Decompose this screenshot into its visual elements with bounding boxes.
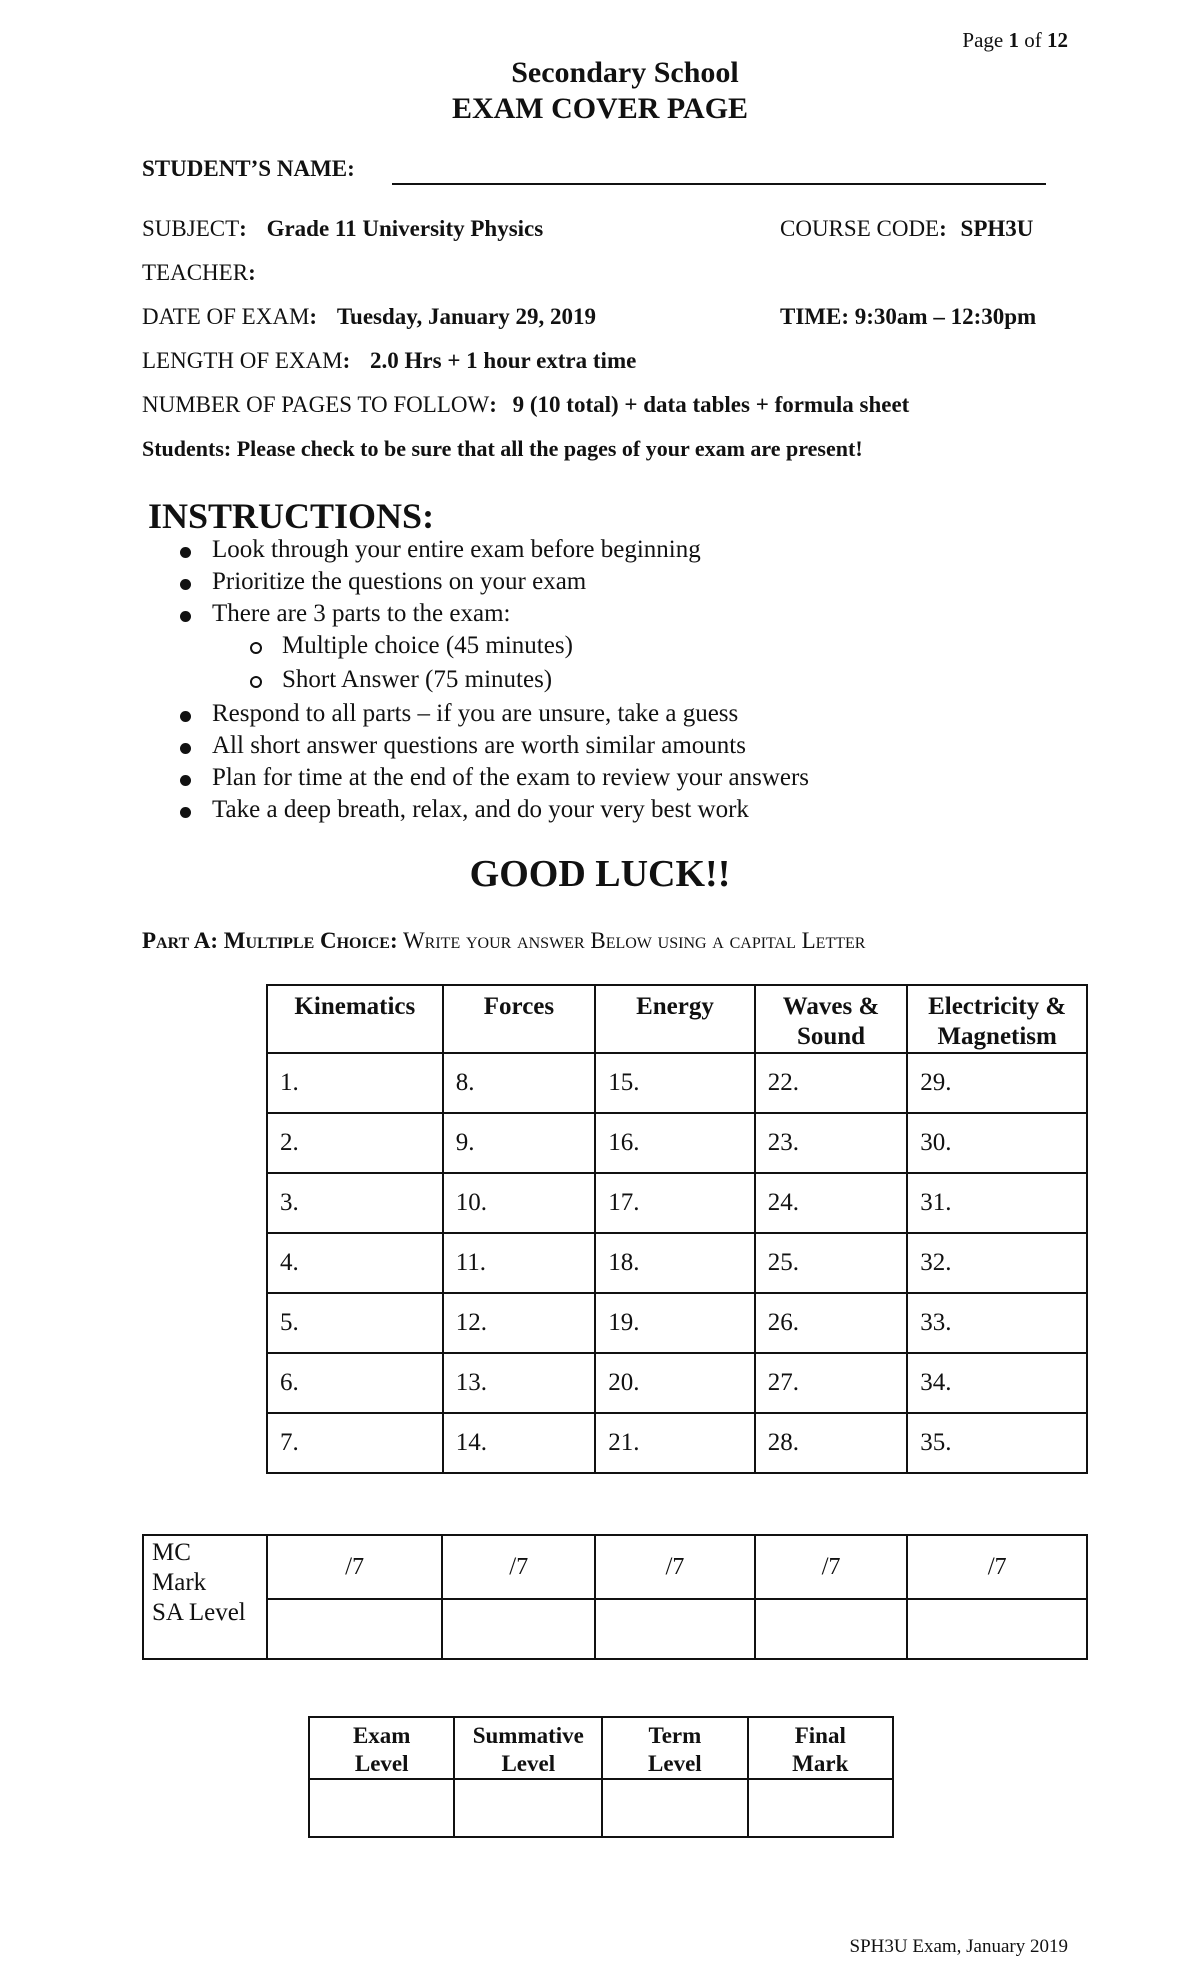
length-label: LENGTH OF EXAM: [142, 348, 343, 373]
answer-cell[interactable]: 14.: [443, 1413, 596, 1473]
bullet-icon: [180, 743, 191, 754]
length-row: LENGTH OF EXAM: 2.0 Hrs + 1 hour extra time: [142, 348, 637, 373]
answer-cell[interactable]: 5.: [267, 1293, 443, 1353]
instruction-item: Take a deep breath, relax, and do your very best work: [212, 794, 809, 826]
teacher-row: TEACHER:: [142, 260, 256, 285]
answer-cell[interactable]: 19.: [595, 1293, 755, 1353]
answer-cell[interactable]: 7.: [267, 1413, 443, 1473]
answer-cell[interactable]: 24.: [755, 1173, 908, 1233]
date-value: Tuesday, January 29, 2019: [336, 304, 597, 329]
column-header: Exam Level: [309, 1717, 454, 1779]
column-header: Kinematics: [267, 985, 443, 1053]
column-header: Forces: [443, 985, 596, 1053]
mark-summary-table: [142, 1534, 1088, 1660]
good-luck-banner: GOOD LUCK!!: [469, 853, 731, 895]
date-label: DATE OF EXAM: [142, 304, 310, 329]
column-header: Term Level: [602, 1717, 747, 1779]
answer-cell[interactable]: 8.: [443, 1053, 596, 1113]
bullet-icon: [180, 807, 191, 818]
summative-level-cell[interactable]: [454, 1779, 602, 1837]
circle-bullet-icon: [250, 642, 262, 654]
mc-mark-cell[interactable]: /7: [595, 1535, 755, 1599]
subject-row: SUBJECT: Grade 11 University Physics: [142, 216, 544, 241]
instructions-sublist: [282, 630, 573, 698]
bullet-icon: [180, 775, 191, 786]
course-code-row: COURSE CODE: SPH3U: [780, 216, 1034, 241]
answer-cell[interactable]: 3.: [267, 1173, 443, 1233]
students-note: Students: Please check to be sure that all the pages of your exam are present!: [142, 436, 863, 461]
answer-cell[interactable]: 32.: [907, 1233, 1087, 1293]
term-level-cell[interactable]: [602, 1779, 747, 1837]
bullet-icon: [180, 547, 191, 558]
bullet-icon: [180, 711, 191, 722]
column-header: Energy: [595, 985, 755, 1053]
mc-label: MC: [152, 1539, 191, 1566]
mc-answer-table: [266, 984, 1088, 1474]
mc-mark-cell[interactable]: /7: [267, 1535, 443, 1599]
course-code-value: SPH3U: [960, 216, 1034, 241]
column-header: Waves & Sound: [755, 985, 908, 1053]
column-header: Electricity & Magnetism: [907, 985, 1087, 1053]
answer-cell[interactable]: 26.: [755, 1293, 908, 1353]
instructions-list-continued: [212, 698, 809, 826]
instruction-item: Look through your entire exam before beginning: [212, 534, 701, 566]
answer-cell[interactable]: 22.: [755, 1053, 908, 1113]
answer-cell[interactable]: 23.: [755, 1113, 908, 1173]
school-name: Secondary School: [511, 56, 739, 89]
teacher-label: TEACHER: [142, 260, 249, 285]
pages-value: 9 (10 total) + data tables + formula sheet: [512, 392, 910, 417]
answer-cell[interactable]: 20.: [595, 1353, 755, 1413]
sa-level-cell[interactable]: [442, 1599, 595, 1659]
table-row: [267, 1173, 1087, 1233]
answer-cell[interactable]: 13.: [443, 1353, 596, 1413]
answer-cell[interactable]: 2.: [267, 1113, 443, 1173]
instruction-item: Prioritize the questions on your exam: [212, 566, 701, 598]
instruction-item: Respond to all parts – if you are unsure, take a guess: [212, 698, 809, 730]
page-number: [962, 28, 1068, 53]
answer-cell[interactable]: 27.: [755, 1353, 908, 1413]
answer-cell[interactable]: 9.: [443, 1113, 596, 1173]
answer-cell[interactable]: 25.: [755, 1233, 908, 1293]
page-current: 1: [1008, 28, 1019, 52]
sa-level-cell[interactable]: [907, 1599, 1087, 1659]
part-a-label: Part A: Multiple Choice:: [142, 928, 398, 953]
answer-cell[interactable]: 1.: [267, 1053, 443, 1113]
length-value: 2.0 Hrs + 1 hour extra time: [370, 348, 637, 373]
table-row: [267, 1053, 1087, 1113]
answer-cell[interactable]: 30.: [907, 1113, 1087, 1173]
table-row: [267, 1353, 1087, 1413]
page-prefix: Page: [962, 28, 1004, 52]
instructions-list: [212, 534, 701, 630]
table-row: [267, 1233, 1087, 1293]
instruction-item: All short answer questions are worth similar amounts: [212, 730, 809, 762]
answer-cell[interactable]: 33.: [907, 1293, 1087, 1353]
sa-level-cell[interactable]: [755, 1599, 908, 1659]
answer-cell[interactable]: 12.: [443, 1293, 596, 1353]
answer-cell[interactable]: 34.: [907, 1353, 1087, 1413]
instruction-item: Plan for time at the end of the exam to review your answers: [212, 762, 809, 794]
sa-level-cell[interactable]: [267, 1599, 443, 1659]
answer-cell[interactable]: 28.: [755, 1413, 908, 1473]
mc-mark-cell[interactable]: /7: [755, 1535, 908, 1599]
part-a-heading: [142, 928, 865, 954]
final-mark-cell[interactable]: [748, 1779, 893, 1837]
bullet-icon: [180, 611, 191, 622]
answer-cell[interactable]: 31.: [907, 1173, 1087, 1233]
part-a-instruction: Write your answer Below using a capital Letter: [402, 928, 866, 953]
circle-bullet-icon: [250, 676, 262, 688]
answer-cell[interactable]: 4.: [267, 1233, 443, 1293]
answer-cell[interactable]: 6.: [267, 1353, 443, 1413]
student-name-label: STUDENT’S NAME:: [142, 156, 355, 181]
column-header: Final Mark: [748, 1717, 893, 1779]
page-total: 12: [1047, 28, 1068, 52]
pages-label: NUMBER OF PAGES TO FOLLOW: [142, 392, 490, 417]
date-row: DATE OF EXAM: Tuesday, January 29, 2019: [142, 304, 597, 329]
time-value: TIME: 9:30am – 12:30pm: [780, 304, 1037, 329]
instruction-subitem: Short Answer (75 minutes): [282, 664, 573, 698]
answer-cell[interactable]: 29.: [907, 1053, 1087, 1113]
column-header: Summative Level: [454, 1717, 602, 1779]
answer-cell[interactable]: 11.: [443, 1233, 596, 1293]
student-name-field[interactable]: [392, 183, 1046, 185]
table-row: [267, 1293, 1087, 1353]
subject-label: SUBJECT: [142, 216, 240, 241]
answer-cell[interactable]: 17.: [595, 1173, 755, 1233]
answer-cell[interactable]: 35.: [907, 1413, 1087, 1473]
subject-value: Grade 11 University Physics: [266, 216, 544, 241]
pages-row: NUMBER OF PAGES TO FOLLOW: 9 (10 total) + data tables + formula sheet: [142, 392, 910, 417]
footer: SPH3U Exam, January 2019: [849, 1936, 1068, 1957]
sa-level-cell[interactable]: [595, 1599, 755, 1659]
mark-label: Mark: [152, 1569, 207, 1596]
answer-cell[interactable]: 15.: [595, 1053, 755, 1113]
instructions-heading: INSTRUCTIONS:: [148, 496, 435, 536]
answer-cell[interactable]: 16.: [595, 1113, 755, 1173]
table-row: [267, 1413, 1087, 1473]
answer-cell[interactable]: 21.: [595, 1413, 755, 1473]
exam-level-cell[interactable]: [309, 1779, 454, 1837]
answer-cell[interactable]: 18.: [595, 1233, 755, 1293]
sa-level-label: SA Level: [152, 1599, 246, 1626]
answer-cell[interactable]: 10.: [443, 1173, 596, 1233]
final-mark-table: [308, 1716, 894, 1838]
page-title: EXAM COVER PAGE: [451, 92, 749, 125]
page-of: of: [1024, 28, 1042, 52]
bullet-icon: [180, 579, 191, 590]
instruction-subitem: Multiple choice (45 minutes): [282, 630, 573, 664]
mc-mark-cell[interactable]: /7: [442, 1535, 595, 1599]
table-row: [267, 1113, 1087, 1173]
mark-row-labels: [143, 1535, 267, 1659]
course-code-label: COURSE CODE: [780, 216, 940, 241]
mc-mark-cell[interactable]: /7: [907, 1535, 1087, 1599]
instruction-item: There are 3 parts to the exam:: [212, 598, 701, 630]
